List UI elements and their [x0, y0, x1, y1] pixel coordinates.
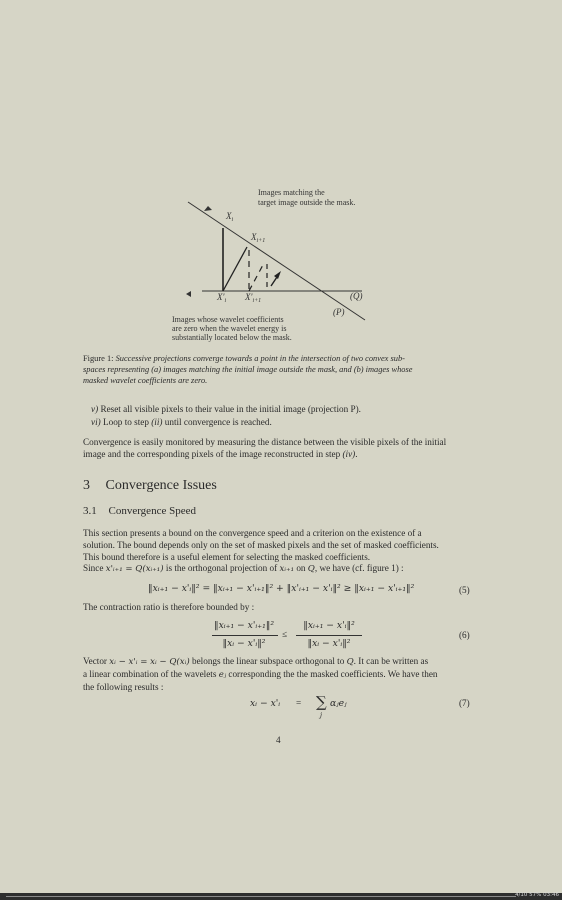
eq6-fraction-bar-left	[212, 635, 278, 636]
figure-caption	[83, 353, 483, 386]
eq7-equals: =	[296, 698, 302, 708]
eq6-fraction-bar-right	[296, 635, 362, 636]
label-xpi: $X'_i$	[217, 292, 227, 304]
para3-vector: Vector	[83, 656, 107, 666]
projection-xpi-xi1	[223, 247, 247, 291]
step-v-text: Reset all visible pixels to their value in the initial image (projection P).	[100, 404, 361, 414]
step-v-label: v)	[91, 404, 99, 414]
small-arrow-icon	[274, 271, 281, 279]
para3-math-2: Q	[346, 657, 354, 667]
step-vi-label: vi)	[91, 417, 101, 427]
eq6-num-left: ‖xᵢ₊₁ − x'ᵢ₊₁‖²	[213, 620, 275, 631]
paragraph-1	[83, 528, 439, 563]
arrow-p-icon	[204, 206, 212, 211]
contraction-text: The contraction ratio is therefore bounded by :	[83, 602, 255, 612]
equation-5-number: (5)	[459, 585, 470, 595]
para3-line-3: the following results :	[83, 681, 164, 692]
label-xi: $X_i$	[226, 211, 234, 223]
convergence-figure	[150, 180, 420, 350]
para3-mid-1: belongs the linear subspace orthogonal to	[192, 656, 345, 666]
para3-mid-2: . It can be written as	[353, 656, 429, 666]
label-xi1: $X_{i+1}$	[251, 232, 266, 244]
paragraph-2	[83, 563, 404, 576]
step-vi-text-1: Loop to step	[103, 417, 149, 427]
para2-on: on	[296, 563, 306, 573]
equation-7-number: (7)	[459, 698, 470, 708]
label-xpi1: $X'_{i+1}$	[245, 292, 262, 304]
figure-label-top-1: Images matching the	[258, 188, 325, 197]
caption-line-1: Successive projections converge towards a point in the intersection of two convex sub-	[115, 354, 405, 363]
para2-mid: is the orthogonal projection of	[165, 563, 278, 573]
label-q: (Q)	[350, 291, 363, 301]
subsection-heading	[83, 505, 196, 517]
step-v	[91, 404, 361, 416]
caption-line-2: spaces representing (a) images matching the initial image outside the mask, and (b) images whose	[83, 365, 413, 374]
monitor-line-2a: image and the corresponding pixels of the image reconstructed in step	[83, 448, 341, 459]
monitor-paragraph	[83, 437, 446, 461]
monitor-line-1: Convergence is easily monitored by measuring the distance between the visible pixels of the initial	[83, 437, 447, 447]
caption-line-3: masked wavelet coefficients are zero.	[83, 376, 208, 385]
arrow-q-icon	[186, 291, 191, 297]
para2-math-2: xᵢ₊₁	[279, 564, 295, 574]
eq7-sum: ∑	[316, 693, 327, 711]
para3-math-1: xᵢ − x'ᵢ = xᵢ − Q(xᵢ)	[109, 657, 190, 667]
para3-math-3: eⱼ	[218, 669, 227, 680]
monitor-ref: (iv)	[342, 448, 356, 459]
reader-status-text: 4/10 57% 03:46	[515, 892, 559, 898]
step-vi-text-2: until convergence is reached.	[164, 417, 272, 427]
section-heading	[83, 478, 217, 494]
eq6-num-right: ‖xᵢ₊₁ − x'ᵢ‖²	[303, 620, 355, 631]
eq7-sum-sub: j	[320, 711, 323, 719]
subsection-title: Convergence Speed	[108, 505, 196, 517]
step-vi-ref: (ii)	[151, 417, 163, 427]
figure-label-top-2: target image outside the mask.	[258, 198, 356, 207]
monitor-line-2b: .	[355, 448, 358, 459]
reading-progress-bar[interactable]	[6, 896, 516, 897]
step-vi	[91, 417, 272, 429]
figure-label-bottom-1: Images whose wavelet coefficients	[172, 315, 284, 324]
paragraph-3	[83, 656, 438, 693]
eq6-relation: ≤	[282, 629, 288, 639]
figure-label-bottom-2: are zero when the wavelet energy is	[172, 324, 287, 333]
label-p: (P)	[333, 307, 345, 317]
section-number: 3	[83, 478, 90, 493]
section-title: Convergence Issues	[105, 478, 217, 493]
equation-7	[250, 695, 360, 721]
eq6-den-right: ‖xᵢ − x'ᵢ‖²	[307, 638, 351, 649]
paragraph-1-line-1: This section presents a bound on the convergence speed and a criterion on the existence of a	[83, 528, 422, 538]
eq7-lhs: xᵢ − x'ᵢ	[250, 698, 281, 709]
equation-5: ‖xᵢ₊₁ − x'ᵢ‖² = ‖xᵢ₊₁ − x'ᵢ₊₁‖² + ‖x'ᵢ₊₁ − x'ᵢ‖² ≥ ‖xᵢ₊₁ − x'ᵢ₊₁‖²	[148, 583, 415, 594]
para3-line-2a: a linear combination of the wavelets	[83, 668, 217, 679]
eq7-rhs: αⱼeⱼ	[330, 698, 347, 709]
para2-math-1: x'ᵢ₊₁ = Q(xᵢ₊₁)	[105, 564, 164, 574]
paragraph-1-line-2: solution. The bound depends only on the set of masked pixels and the set of masked coefficients.	[83, 539, 439, 550]
subsection-number: 3.1	[83, 505, 97, 517]
para2-since: Since	[83, 563, 104, 573]
para2-math-3: Q	[307, 564, 315, 574]
caption-lead: Figure 1:	[83, 354, 114, 363]
page-number: 4	[276, 735, 281, 745]
equation-6-number: (6)	[459, 630, 470, 640]
para3-line-2b: corresponding the the masked coefficients. We have then	[228, 668, 438, 679]
eq6-den-left: ‖xᵢ − x'ᵢ‖²	[222, 638, 266, 649]
figure-label-bottom-3: substantially located below the mask.	[172, 333, 292, 342]
equation-6	[210, 620, 370, 654]
projection-diag-dashed	[249, 263, 264, 291]
line-p	[188, 202, 365, 320]
para2-end: , we have (cf. figure 1) :	[314, 563, 404, 573]
paragraph-1-line-3: This bound therefore is a useful element for selecting the masked coefficients.	[83, 551, 371, 562]
